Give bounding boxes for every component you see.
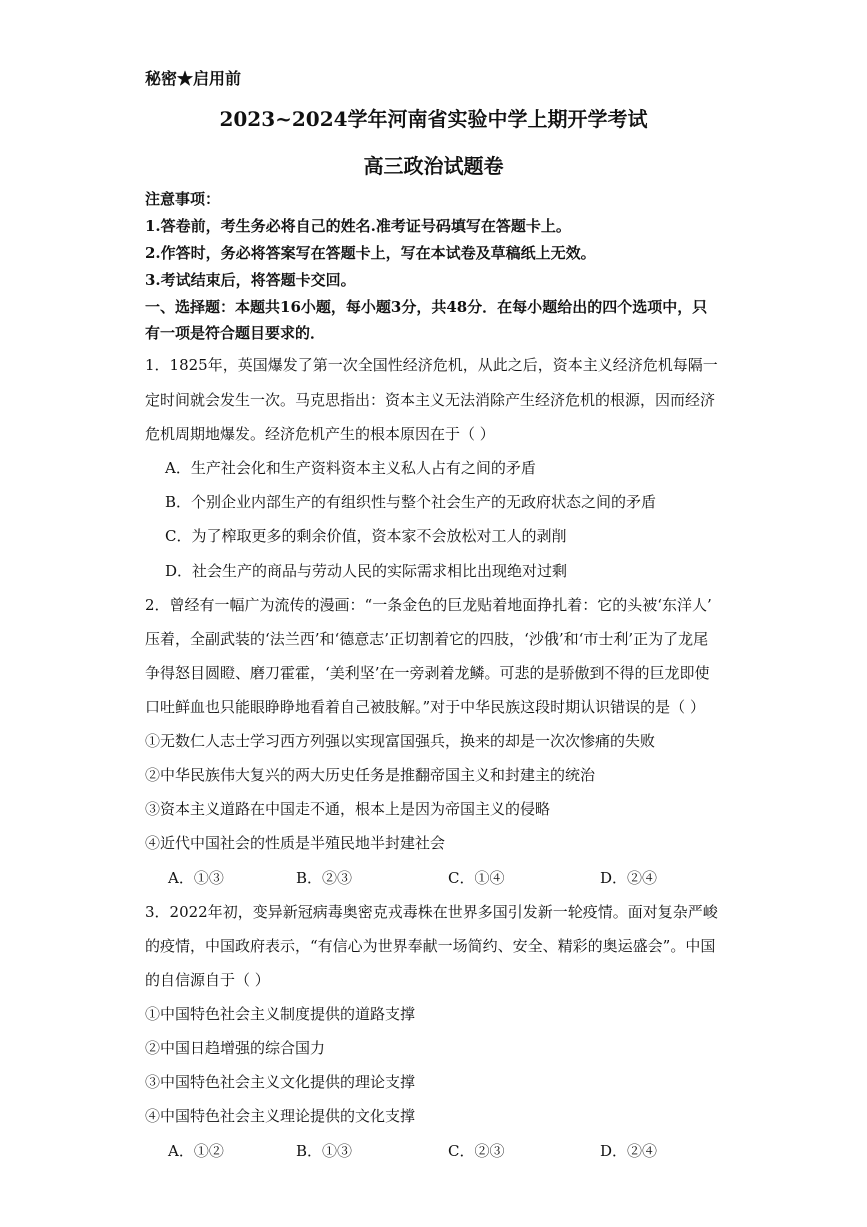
q3-choice-d: D．②④ xyxy=(600,1142,658,1160)
q2-choice-d: D．②④ xyxy=(600,869,658,887)
note-item: 2.作答时，务必将答案写在答题卡上，写在本试卷及草稿纸上无效。 xyxy=(145,244,596,262)
note-item: 1.答卷前，考生务必将自己的姓名.准考证号码填写在答题卡上。 xyxy=(145,217,571,235)
q3-statement: ②中国日趋增强的综合国力 xyxy=(145,1039,326,1057)
q2-choice-c: C．①④ xyxy=(448,869,505,887)
q2-text: 争得怒目圆瞪、磨刀霍霍，‘美利坚’在一旁剥着龙鳞。可悲的是骄傲到不得的巨龙即使 xyxy=(145,664,710,682)
q3-statement: ③中国特色社会主义文化提供的理论支撑 xyxy=(145,1073,416,1091)
q3-choice-c: C．②③ xyxy=(448,1142,505,1160)
q2-statement: ①无数仁人志士学习西方列强以实现富国强兵，换来的却是一次次惨痛的失败 xyxy=(145,732,656,750)
q3-statement: ④中国特色社会主义理论提供的文化支撑 xyxy=(145,1107,416,1125)
q3-text: 3．2022年初，变异新冠病毒奥密克戎毒株在世界多国引发新一轮疫情。面对复杂严峻 xyxy=(145,903,718,921)
q3-text: 的自信源自于（ ） xyxy=(145,971,270,989)
q1-option-d: D．社会生产的商品与劳动人民的实际需求相比出现绝对过剩 xyxy=(165,562,568,580)
confidential-label: 秘密★启用前 xyxy=(145,69,242,88)
q2-text: 压着，全副武装的‘法兰西’和‘德意志’正切割着它的四肢，‘沙俄’和‘市士利’正为了龙尾 xyxy=(145,630,709,648)
q1-option-c: C．为了榨取更多的剩余价值，资本家不会放松对工人的剥削 xyxy=(165,527,567,545)
q2-statement: ④近代中国社会的性质是半殖民地半封建社会 xyxy=(145,834,446,852)
exam-title: 2023~2024学年河南省实验中学上期开学考试 xyxy=(219,107,648,131)
notes-heading: 注意事项： xyxy=(145,190,221,208)
section-heading-cont: 有一项是符合题目要求的． xyxy=(145,324,326,342)
q2-choice-a: A．①③ xyxy=(168,869,224,887)
q2-statement: ③资本主义道路在中国走不通，根本上是因为帝国主义的侵略 xyxy=(145,800,551,818)
q2-statement: ②中华民族伟大复兴的两大历史任务是推翻帝国主义和封建主的统治 xyxy=(145,766,596,784)
q1-text: 定时间就会发生一次。马克思指出：资本主义无法消除产生经济危机的根源，因而经济 xyxy=(145,391,716,409)
q1-text: 危机周期地爆发。经济危机产生的根本原因在于（ ） xyxy=(145,425,495,443)
section-heading: 一、选择题：本题共16小题，每小题3分，共48分．在每小题给出的四个选项中，只 xyxy=(145,298,708,316)
q3-choice-a: A．①② xyxy=(168,1142,224,1160)
q1-option-b: B．个别企业内部生产的有组织性与整个社会生产的无政府状态之间的矛盾 xyxy=(165,493,657,511)
q1-option-a: A．生产社会化和生产资料资本主义私人占有之间的矛盾 xyxy=(165,459,536,477)
q2-choice-b: B．②③ xyxy=(296,869,353,887)
q3-choice-b: B．①③ xyxy=(296,1142,353,1160)
q2-text: 口吐鲜血也只能眼睁睁地看着自己被肢解。”对于中华民族这段时期认识错误的是（ ） xyxy=(145,698,705,716)
q2-text: 2．曾经有一幅广为流传的漫画：“一条金色的巨龙贴着地面挣扎着：它的头被‘东洋人’ xyxy=(145,596,712,614)
q3-statement: ①中国特色社会主义制度提供的道路支撑 xyxy=(145,1005,416,1023)
exam-subtitle: 高三政治试题卷 xyxy=(363,154,504,178)
q1-text: 1．1825年，英国爆发了第一次全国性经济危机，从此之后，资本主义经济危机每隔一 xyxy=(145,356,718,374)
q3-text: 的疫情，中国政府表示，“有信心为世界奉献一场简约、安全、精彩的奥运盛会”。中国 xyxy=(145,937,716,955)
note-item: 3.考试结束后，将答题卡交回。 xyxy=(145,271,356,289)
